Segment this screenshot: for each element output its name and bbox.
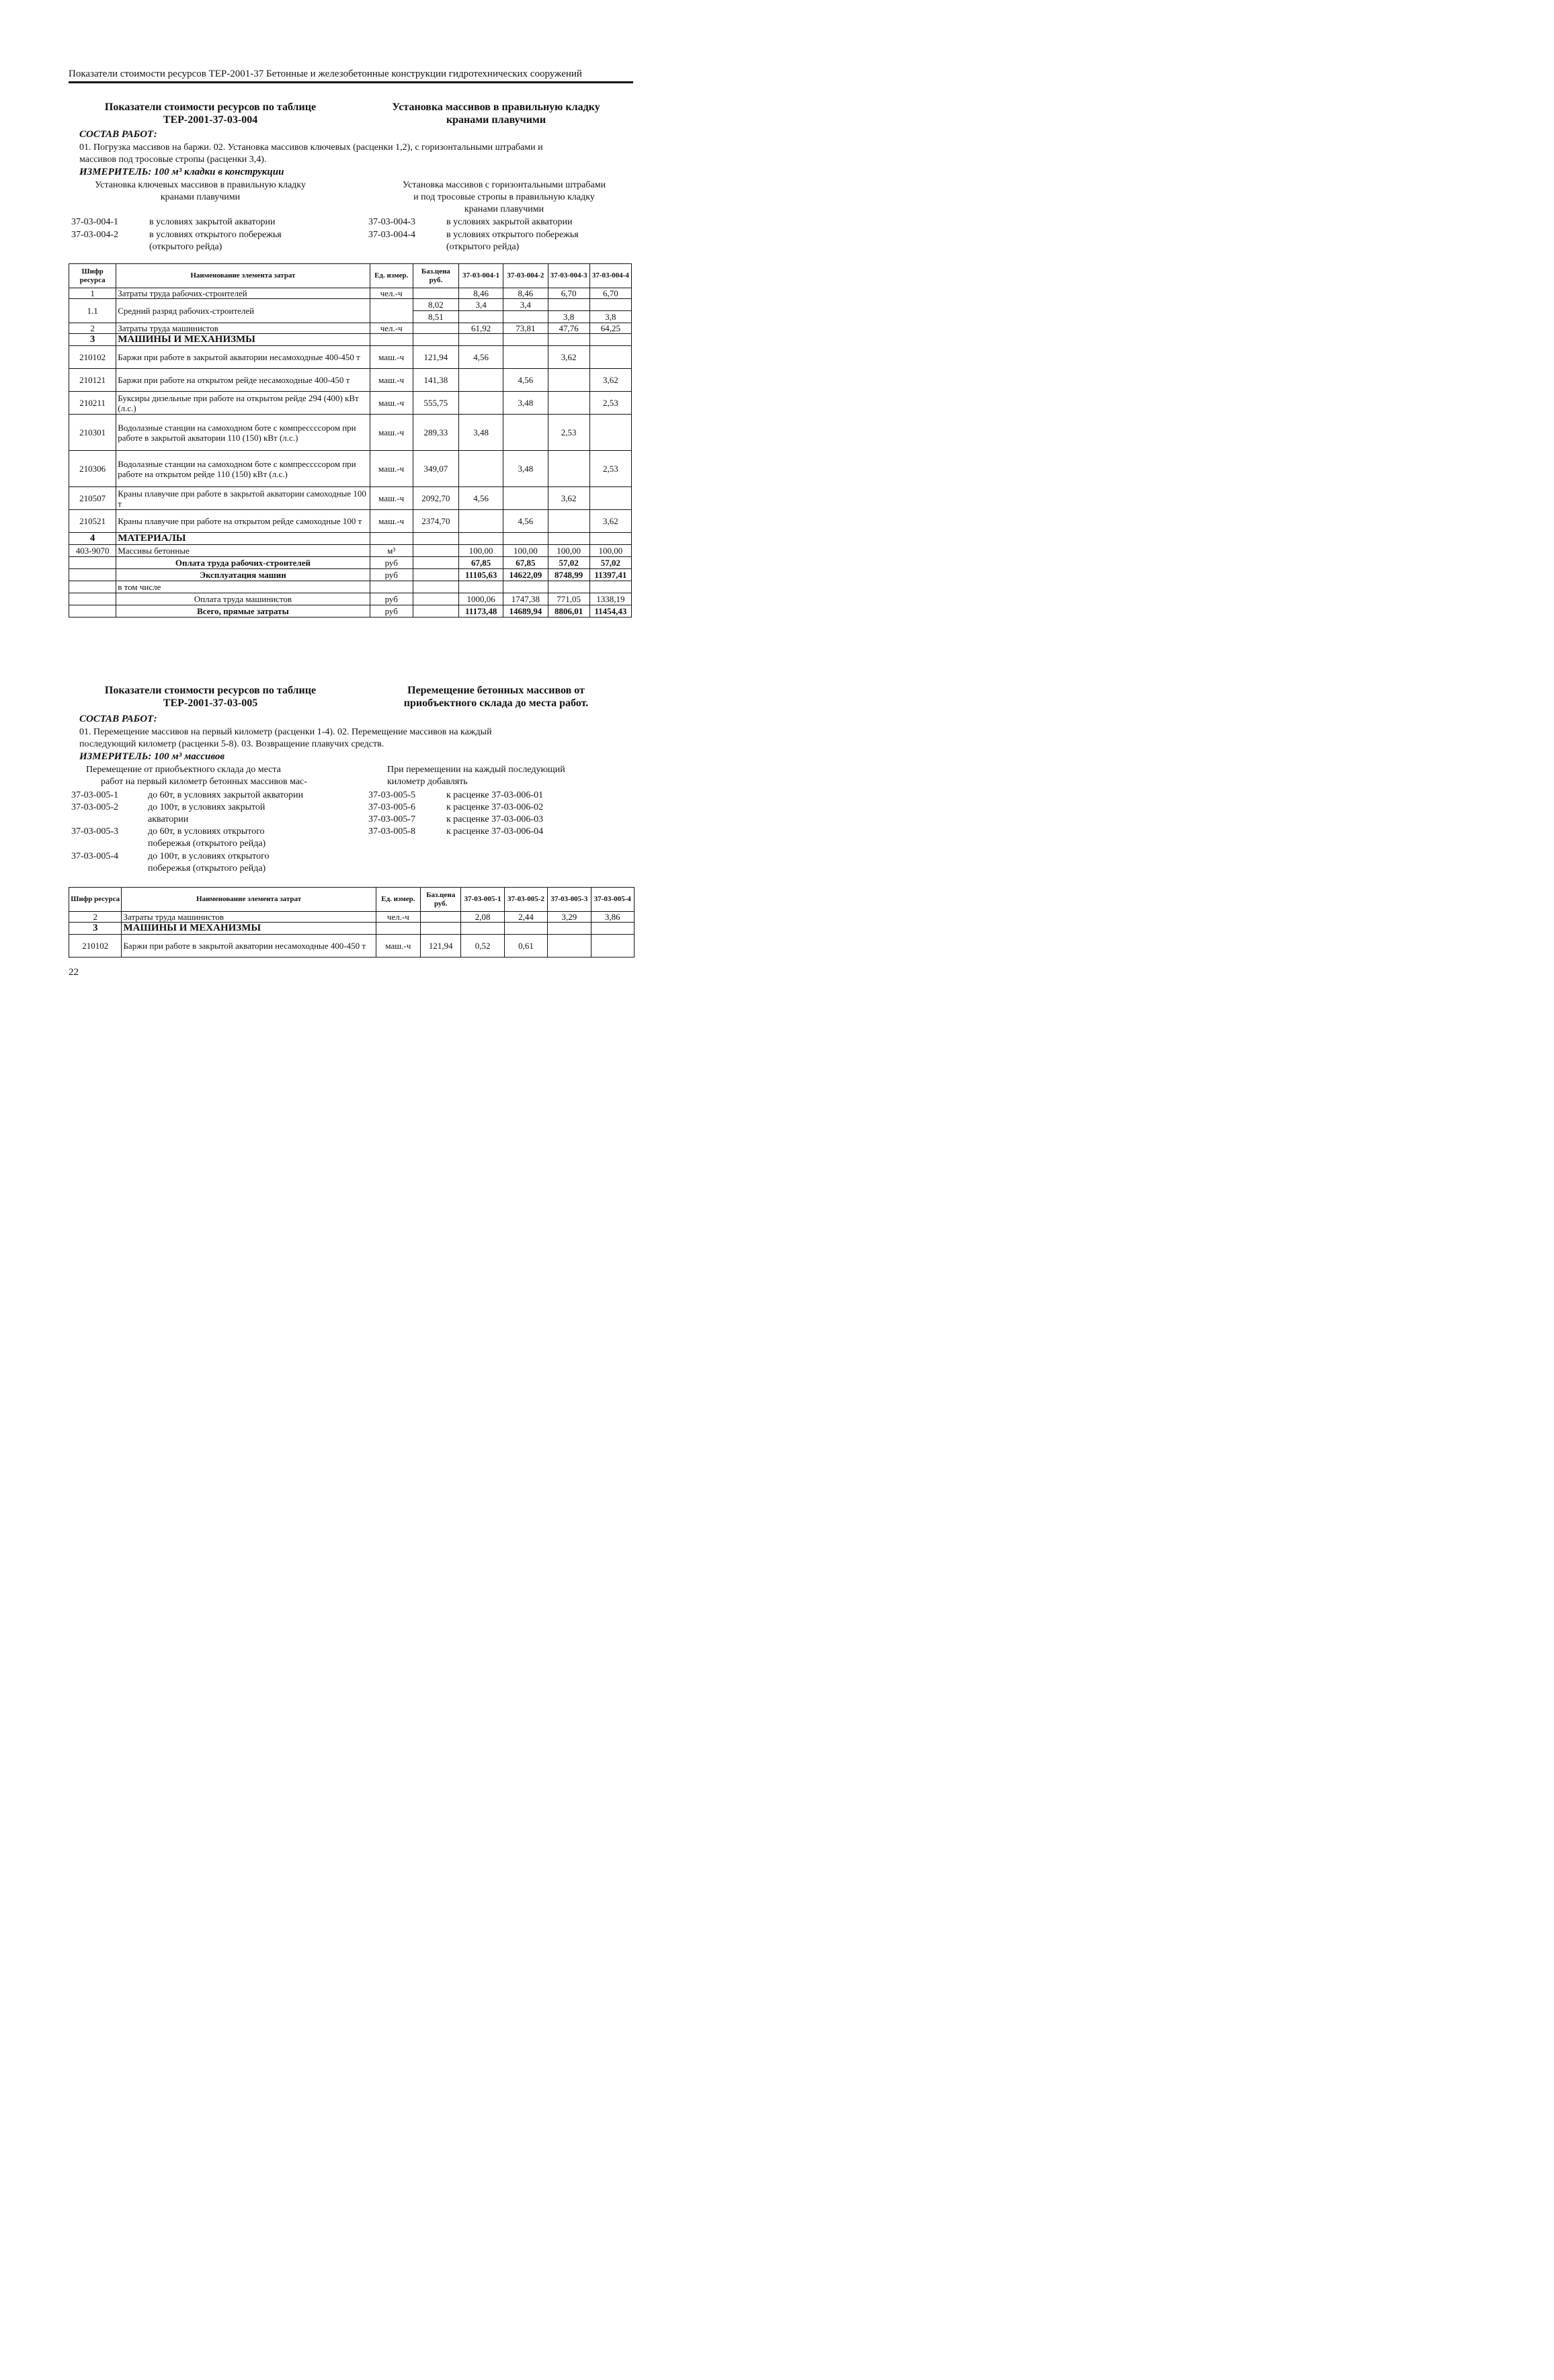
cell-code: 1 [69,288,116,299]
heading-line: Перемещение от приобъектного склада до места [86,765,281,775]
col-header-rate: 37-03-004-1 [459,264,503,288]
col-header-rate: 37-03-004-2 [503,264,548,288]
col-header-rate: 37-03-004-4 [589,264,631,288]
table-row [69,299,632,311]
cell-code: 210102 [69,346,116,369]
cell-unit: маш.-ч [370,415,413,451]
table-title-right [368,684,624,710]
cell-value: 8,02 [413,299,458,311]
cell-name: Массивы бетонные [116,545,370,557]
rate-desc-cont: (открытого рейда) [149,242,222,252]
cell-value: 8,51 [413,311,458,323]
cell-value: 3,62 [589,369,631,392]
cell-value: 3,8 [589,311,631,323]
cell-code: 4 [69,533,116,545]
cell-value: 61,92 [459,323,503,334]
section-title: МАШИНЫ И МЕХАНИЗМЫ [122,923,376,935]
cell-value [459,451,503,487]
cell-value: 100,00 [459,545,503,557]
cell-value [548,451,589,487]
table-row [69,510,632,533]
cell-value: 100,00 [589,545,631,557]
rate-code: 37-03-005-4 [71,851,118,861]
rate-code: 37-03-004-4 [368,230,415,240]
cell-value: 73,81 [503,323,548,334]
cell-code: 2 [69,323,116,334]
cell-name: Баржи при работе в закрытой акватории несамоходные 400-450 т [122,935,376,958]
title-line-2: приобъектного склада до места работ. [403,697,589,709]
cell-value: 0,52 [461,935,504,958]
cell-unit: чел.-ч [376,912,420,923]
cell-code: 1.1 [69,299,116,323]
rate-code: 37-03-005-1 [71,790,118,800]
rate-code: 37-03-005-5 [368,790,415,800]
col-header-rate: 37-03-004-3 [548,264,589,288]
cell-value: 8748,99 [548,569,589,581]
col-header-code: Шифр ресурса [69,888,122,912]
cell-name: Средний разряд рабочих-строителей [116,299,370,323]
cell-value: 2,53 [589,392,631,415]
cell-value: 8806,01 [548,605,589,618]
group-right-heading [387,764,629,788]
table-header-row [69,264,632,288]
cell-name: Баржи при работе в закрытой акватории несамоходные 400-450 т [116,346,370,369]
table-header-row [69,888,635,912]
cell-value: 3,62 [548,487,589,510]
table-row [69,912,635,923]
table-row [69,323,632,334]
cell-code: 210301 [69,415,116,451]
table-row [69,545,632,557]
summary-row [69,593,632,605]
cell-name: Затраты труда машинистов [122,912,376,923]
rate-desc-cont: (открытого рейда) [446,242,520,252]
cell-value [503,487,548,510]
rate-desc: к расценке 37-03-006-03 [446,814,544,824]
rate-code: 37-03-005-3 [71,826,118,837]
cell-unit: чел.-ч [370,288,413,299]
cell-value [589,299,631,311]
cell-price: 555,75 [413,392,458,415]
rate-desc: к расценке 37-03-006-01 [446,790,544,800]
heading-line: Установка ключевых массивов в правильную кладку [95,180,306,190]
cell-value: 11105,63 [459,569,503,581]
rate-desc-cont: акватории [148,814,189,824]
cell-price: 2374,70 [413,510,458,533]
cell-name: Краны плавучие при работе в закрытой акватории самоходные 100 т [116,487,370,510]
title-line-1: Установка массивов в правильную кладку [392,101,600,113]
cell-name: Оплата труда рабочих-строителей [116,557,370,569]
heading-line: Установка массивов с горизонтальными штрабами [402,180,606,190]
cell-value [503,415,548,451]
cell-unit: маш.-ч [370,392,413,415]
heading-line: километр добавлять [387,777,468,787]
table-row [69,346,632,369]
cell-value [548,510,589,533]
cell-name: Водолазные станции на самоходном боте с компрессссором при работе в закрытой акватории 110 (150) кВт (л.с.) [116,415,370,451]
col-header-price: Баз.цена руб. [413,264,458,288]
col-header-unit: Ед. измер. [376,888,420,912]
table-title-left [79,101,341,126]
cell-value: 3,48 [503,451,548,487]
cell-value: 11397,41 [589,569,631,581]
cell-value: 1338,19 [589,593,631,605]
cell-value: 100,00 [548,545,589,557]
cell-name: Оплата труда машинистов [116,593,370,605]
col-header-code: Шифр ресурса [69,264,116,288]
cell-code: 210211 [69,392,116,415]
col-header-name: Наименование элемента затрат [116,264,370,288]
cell-value [548,392,589,415]
cell-value: 3,48 [459,415,503,451]
table-row [69,415,632,451]
cell-code: 210507 [69,487,116,510]
col-header-price: Баз.цена руб. [421,888,461,912]
cell-code: 3 [69,334,116,346]
rate-desc: до 60т, в условиях открытого [148,826,265,837]
cell-value: 6,70 [548,288,589,299]
cell-unit: маш.-ч [370,346,413,369]
cell-code: 210102 [69,935,122,958]
unit-measure: ИЗМЕРИТЕЛЬ: 100 м³ массивов [79,751,225,762]
cell-value: 3,48 [503,392,548,415]
cell-price [413,323,458,334]
rate-code: 37-03-004-2 [71,230,118,240]
cell-name: Баржи при работе на открытом рейде несамоходные 400-450 т [116,369,370,392]
works-line: 01. Погрузка массивов на баржи. 02. Установка массивов ключевых (расценки 1,2), с горизонтальными штрабами и [79,142,543,153]
works-heading: СОСТАВ РАБОТ: [79,129,157,140]
cell-value: 3,29 [548,912,591,923]
cell-price: 289,33 [413,415,458,451]
rate-code: 37-03-004-3 [368,217,415,227]
cell-unit: маш.-ч [370,487,413,510]
table-row [69,288,632,299]
cell-name: Краны плавучие при работе на открытом рейде самоходные 100 т [116,510,370,533]
rate-code: 37-03-005-8 [368,826,415,837]
table-row [69,935,635,958]
cell-value: 6,70 [589,288,631,299]
cell-value: 3,4 [459,299,503,311]
works-text [79,726,637,751]
cell-code: 210121 [69,369,116,392]
heading-line: кранами плавучими [160,192,241,202]
rate-desc-cont: побережья (открытого рейда) [148,863,266,874]
cell-value: 3,86 [591,912,634,923]
section-title: МАШИНЫ И МЕХАНИЗМЫ [116,334,370,346]
title-line-2: ТЕР-2001-37-03-004 [163,114,258,126]
cell-value: 1747,38 [503,593,548,605]
cell-name: Всего, прямые затраты [116,605,370,618]
rate-code: 37-03-005-6 [368,802,415,812]
cell-value: 8,46 [503,288,548,299]
rate-code: 37-03-005-2 [71,802,118,812]
table-title-left [79,684,341,710]
cell-price: 349,07 [413,451,458,487]
col-header-unit: Ед. измер. [370,264,413,288]
section-title: МАТЕРИАЛЫ [116,533,370,545]
col-header-rate: 37-03-005-4 [591,888,634,912]
section-row [69,334,632,346]
table-row [69,369,632,392]
title-line-1: Показатели стоимости ресурсов по таблице [104,101,317,113]
table-row [69,392,632,415]
col-header-rate: 37-03-005-2 [504,888,547,912]
cell-name: Эксплуатация машин [116,569,370,581]
cell-price: 141,38 [413,369,458,392]
cell-value [589,415,631,451]
cell-value: 3,62 [548,346,589,369]
works-line: последующий километр (расценки 5-8). 03. Возвращение плавучих средств. [79,739,384,749]
cell-unit: м³ [370,545,413,557]
heading-line: При перемещении на каждый последующий [387,765,565,775]
cell-value: 3,4 [503,299,548,311]
heading-line: и под тросовые стропы в правильную кладку [413,192,595,202]
cell-value [503,346,548,369]
cell-value: 57,02 [548,557,589,569]
cell-value: 4,56 [503,369,548,392]
resource-table-004 [69,263,632,618]
cell-code: 403-9070 [69,545,116,557]
cell-value: 11454,43 [589,605,631,618]
rate-desc: в условиях открытого побережья [149,230,282,240]
title-line-1: Показатели стоимости ресурсов по таблице [104,685,317,696]
cell-price [413,288,458,299]
rate-desc: в условиях закрытой акватории [446,217,573,227]
cell-value [591,935,634,958]
cell-value: 4,56 [459,346,503,369]
section-row [69,923,635,935]
cell-value: 8,46 [459,288,503,299]
cell-value: 57,02 [589,557,631,569]
cell-price: 2092,70 [413,487,458,510]
cell-unit: руб [370,593,413,605]
cell-value: 64,25 [589,323,631,334]
works-text [79,142,637,166]
cell-code: 210306 [69,451,116,487]
cell-value: 4,56 [503,510,548,533]
cell-unit: руб [370,605,413,618]
title-line-2: ТЕР-2001-37-03-005 [163,697,258,709]
cell-unit: чел.-ч [370,323,413,334]
cell-value: 771,05 [548,593,589,605]
cell-value [589,487,631,510]
page-number: 22 [69,967,79,978]
cell-value [459,311,503,323]
cell-value: 11173,48 [459,605,503,618]
cell-name: Буксиры дизельные при работе на открытом рейде 294 (400) кВт (л.с.) [116,392,370,415]
cell-price [413,545,458,557]
cell-value: 67,85 [503,557,548,569]
rate-desc: в условиях открытого побережья [446,230,579,240]
cell-value: 100,00 [503,545,548,557]
rate-desc-cont: побережья (открытого рейда) [148,839,266,849]
cell-name: Затраты труда машинистов [116,323,370,334]
heading-line: кранами плавучими [464,204,544,214]
unit-measure: ИЗМЕРИТЕЛЬ: 100 м³ кладки в конструкции [79,167,284,177]
cell-value [589,346,631,369]
group-left-heading [86,764,341,788]
cell-unit: маш.-ч [376,935,420,958]
summary-row [69,581,632,593]
rate-desc: к расценке 37-03-006-02 [446,802,544,812]
title-line-2: кранами плавучими [446,114,546,126]
col-header-name: Наименование элемента затрат [122,888,376,912]
summary-row [69,557,632,569]
cell-value [459,510,503,533]
cell-code: 2 [69,912,122,923]
col-header-rate: 37-03-005-1 [461,888,504,912]
cell-value: 3,8 [548,311,589,323]
title-line-1: Перемещение бетонных массивов от [407,685,585,696]
col-header-rate: 37-03-005-3 [548,888,591,912]
cell-value: 4,56 [459,487,503,510]
works-line: массивов под тросовые стропы (расценки 3,4). [79,155,267,165]
cell-price: 121,94 [413,346,458,369]
resource-table-005 [69,887,635,958]
rate-code: 37-03-004-1 [71,217,118,227]
cell-name: Затраты труда рабочих-строителей [116,288,370,299]
cell-value: 2,53 [548,415,589,451]
rate-desc: до 60т, в условиях закрытой акватории [148,790,304,800]
cell-name: Водолазные станции на самоходном боте с компрессссором при работе на открытом рейде 110 (150) кВт (л.с.) [116,451,370,487]
summary-row [69,569,632,581]
cell-value: 14689,94 [503,605,548,618]
table-title-right [368,101,624,126]
works-line: 01. Перемещение массивов на первый километр (расценки 1-4). 02. Перемещение массивов на каждый [79,727,492,737]
cell-value: 67,85 [459,557,503,569]
cell-value [459,369,503,392]
cell-unit [370,299,413,323]
cell-value: 0,61 [504,935,547,958]
cell-price [421,912,461,923]
cell-value: 2,08 [461,912,504,923]
cell-value: 14622,09 [503,569,548,581]
cell-code: 3 [69,923,122,935]
cell-price: 121,94 [421,935,461,958]
cell-unit: руб [370,557,413,569]
cell-value: 2,53 [589,451,631,487]
rate-desc: к расценке 37-03-006-04 [446,826,544,837]
cell-value [459,392,503,415]
works-heading: СОСТАВ РАБОТ: [79,714,157,724]
group-right-heading [376,179,632,216]
cell-value: 2,44 [504,912,547,923]
cell-value [548,369,589,392]
table-row [69,451,632,487]
cell-value: 1000,06 [459,593,503,605]
cell-value [548,935,591,958]
cell-unit: маш.-ч [370,510,413,533]
cell-code: 210521 [69,510,116,533]
rate-desc: в условиях закрытой акватории [149,217,276,227]
cell-value: 3,62 [589,510,631,533]
cell-value [548,299,589,311]
cell-unit: маш.-ч [370,369,413,392]
cell-value [503,311,548,323]
rate-desc: до 100т, в условиях открытого [148,851,270,861]
summary-row [69,605,632,618]
group-left-heading [73,179,328,204]
rate-desc: до 100т, в условиях закрытой [148,802,265,812]
rate-code: 37-03-005-7 [368,814,415,824]
cell-name: в том числе [116,581,370,593]
table-row [69,487,632,510]
cell-value: 47,76 [548,323,589,334]
heading-line: работ на первый километр бетонных массивов мас- [101,777,307,787]
section-row [69,533,632,545]
running-header: Показатели стоимости ресурсов ТЕР-2001-37 Бетонные и железобетонные конструкции гидротехнических сооружений [69,69,633,83]
cell-unit: руб [370,569,413,581]
cell-unit: маш.-ч [370,451,413,487]
